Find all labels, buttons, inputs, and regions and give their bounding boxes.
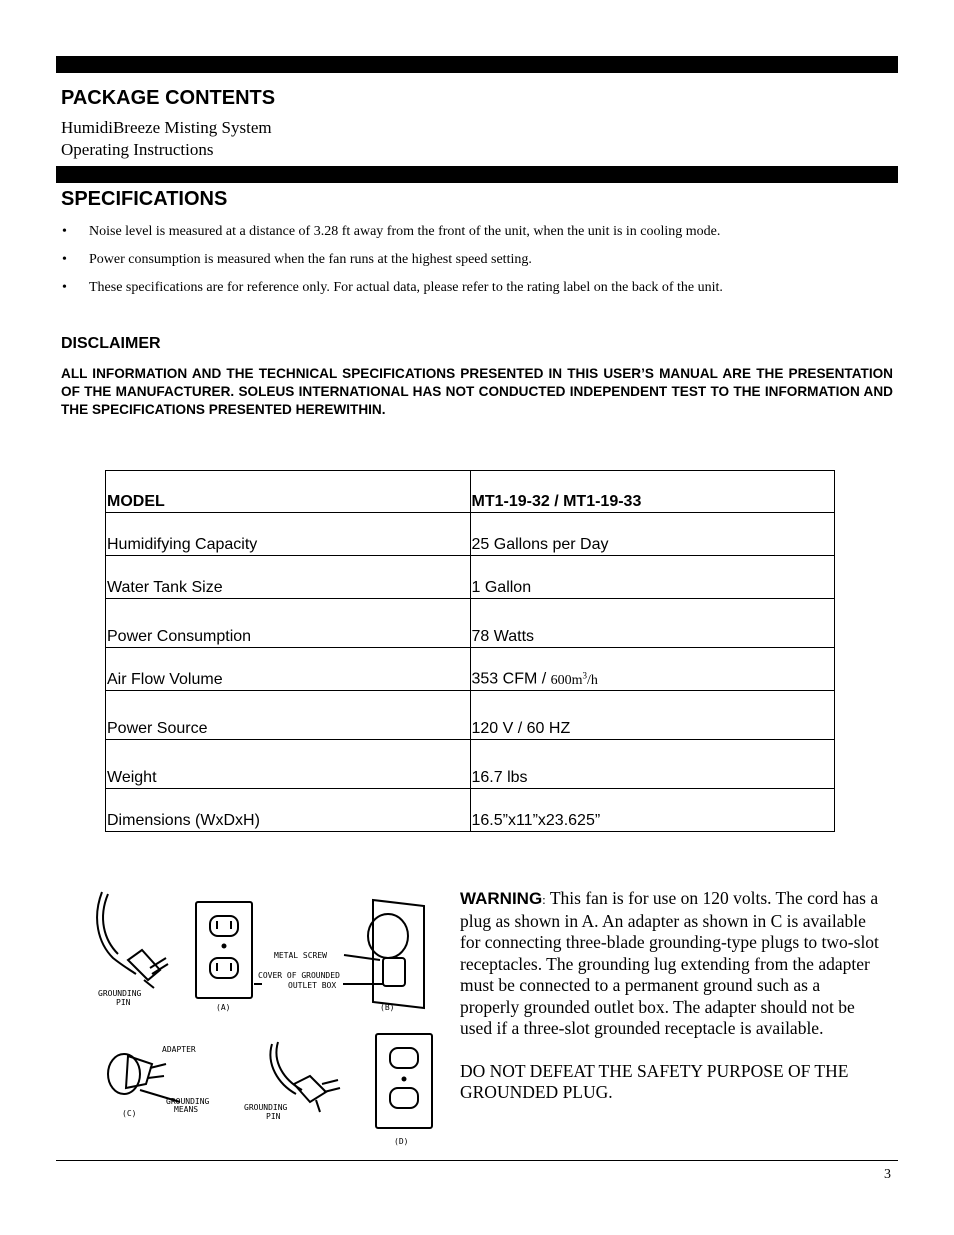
airflow-metric — [550, 670, 598, 688]
table-cell-value: 78 Watts — [470, 599, 835, 648]
airflow-metric-exponent: 3 — [582, 670, 588, 681]
figure-label: COVER OF GROUNDED — [258, 971, 340, 980]
grounding-plug-diagram — [88, 888, 448, 1150]
package-item: Operating Instructions — [61, 140, 214, 159]
figure-label: (A) — [216, 1003, 231, 1012]
figure-label: PIN — [266, 1112, 281, 1121]
spec-note: These specifications are for reference only. For actual data, please refer to the rating label on the back of the unit. — [89, 280, 723, 295]
table-cell-label: Air Flow Volume — [106, 648, 471, 691]
table-cell-label: MODEL — [106, 471, 471, 513]
figure-label: METAL SCREW — [274, 951, 327, 960]
table-cell-label: Weight — [106, 740, 471, 789]
table-cell-value: 1 Gallon — [470, 556, 835, 599]
airflow-metric-value: 600m — [550, 673, 583, 688]
table-cell-value: MT1-19-32 / MT1-19-33 — [470, 471, 835, 513]
package-item: HumidiBreeze Misting System — [61, 118, 272, 137]
table-cell-value — [470, 648, 835, 691]
figure-label: MEANS — [174, 1105, 199, 1114]
warning-text: This fan is for use on 120 volts. The cord has a plug as shown in A. An adapter as shown in C is available for connecting three-blade grounding-type plugs to two-slot receptacles. The grounding lug extending from the adapter must be connected to a permanent ground such as a properly grounded outlet box. The adapter should not be used if a three-slot grounded receptacle is available. — [460, 888, 879, 1038]
table-cell-value: 16.5”x11”x23.625” — [470, 789, 835, 832]
warning-block — [460, 888, 880, 1104]
airflow-cfm: 353 CFM / — [471, 671, 551, 688]
table-cell-label: Power Consumption — [106, 599, 471, 648]
warning-paragraph — [460, 888, 880, 1040]
table-row — [106, 691, 835, 740]
top-rule — [56, 56, 898, 73]
footer-rule — [56, 1160, 898, 1161]
table-cell-value: 16.7 lbs — [470, 740, 835, 789]
warning-colon: : — [542, 892, 546, 907]
table-row — [106, 471, 835, 513]
table-row — [106, 648, 835, 691]
figure-label: OUTLET BOX — [288, 981, 337, 990]
figure-label: PIN — [116, 998, 131, 1007]
do-not-defeat-text: DO NOT DEFEAT THE SAFETY PURPOSE OF THE GROUNDED PLUG. — [460, 1060, 849, 1102]
section-rule — [56, 166, 898, 183]
disclaimer-heading: DISCLAIMER — [61, 335, 161, 352]
figure-label: GROUNDING — [166, 1097, 210, 1106]
adapter-c-icon — [108, 1054, 140, 1094]
table-row — [106, 513, 835, 556]
table-cell-label: Dimensions (WxDxH) — [106, 789, 471, 832]
bullet-icon: • — [62, 252, 67, 267]
package-contents-heading: PACKAGE CONTENTS — [61, 87, 276, 109]
figure-label: ADAPTER — [162, 1045, 196, 1054]
spec-note: Power consumption is measured when the fan runs at the highest speed setting. — [89, 252, 532, 267]
table-row — [106, 789, 835, 832]
table-row — [106, 599, 835, 648]
list-item — [61, 222, 891, 250]
bullet-icon: • — [62, 280, 67, 295]
specifications-heading: SPECIFICATIONS — [61, 188, 228, 210]
plug-d-icon — [294, 1076, 326, 1102]
figure-label: (C) — [122, 1109, 137, 1118]
figure-label: GROUNDING — [244, 1103, 288, 1112]
table-cell-label: Water Tank Size — [106, 556, 471, 599]
figure-label: GROUNDING — [98, 989, 142, 998]
spec-notes-list — [61, 222, 891, 306]
spec-table — [105, 470, 835, 832]
list-item — [61, 278, 891, 306]
airflow-metric-unit: /h — [587, 673, 598, 688]
table-cell-label: Humidifying Capacity — [106, 513, 471, 556]
bullet-icon: • — [62, 224, 67, 239]
figure-label: (D) — [394, 1137, 409, 1146]
spec-note: Noise level is measured at a distance of 3.28 ft away from the front of the unit, when the unit is in cooling mode. — [89, 224, 721, 239]
table-cell-value: 120 V / 60 HZ — [470, 691, 835, 740]
table-cell-label: Power Source — [106, 691, 471, 740]
table-row — [106, 740, 835, 789]
disclaimer-text: ALL INFORMATION AND THE TECHNICAL SPECIFICATIONS PRESENTED IN THIS USER’S MANUAL ARE THE PRESENTATION OF THE MANUFACTURER. SOLEUS INTERNATIONAL HAS NOT CONDUCTED INDEPENDENT TEST TO THE INFORMATION AND THE SPECIFICATIONS PRESENTED HEREWITHIN. — [61, 366, 893, 417]
page-number: 3 — [884, 1167, 891, 1182]
warning-label: WARNING — [460, 889, 543, 908]
cord-d — [270, 1044, 296, 1094]
table-row — [106, 556, 835, 599]
table-cell-value: 25 Gallons per Day — [470, 513, 835, 556]
list-item — [61, 250, 891, 278]
figure-label: (B) — [380, 1003, 395, 1012]
grounding-plug-illustration — [88, 888, 448, 1150]
